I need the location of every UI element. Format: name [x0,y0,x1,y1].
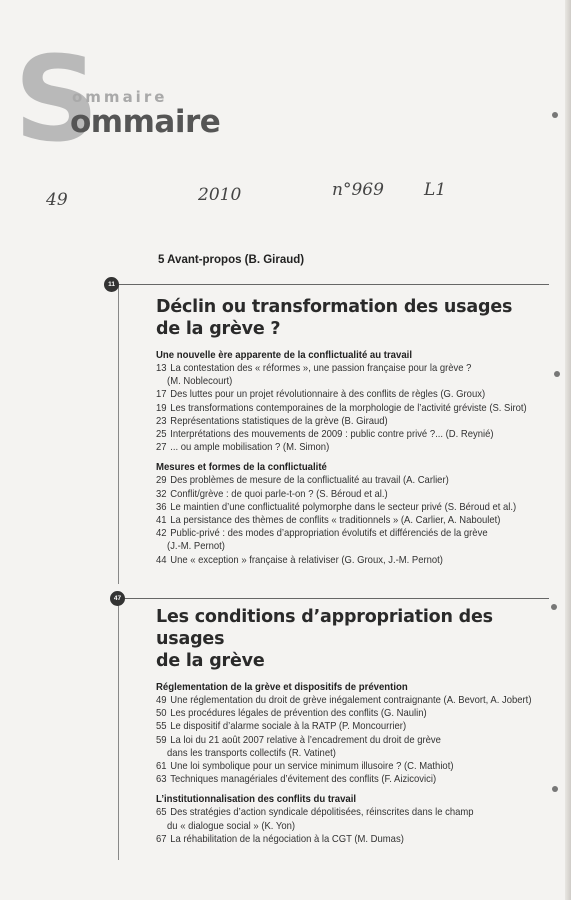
page-number: 49 [156,695,167,706]
group-title: Mesures et formes de la conflictualité [156,462,327,474]
section-page-marker: 47 [110,591,125,606]
entry-text: La loi du 21 août 2007 relative à l’encadrement du droit de grève [170,734,441,746]
punch-hole [552,112,558,118]
section-title [156,296,556,340]
group-title: L’institutionnalisation des conflits du travail [156,794,357,806]
toc-entry[interactable] [156,514,524,527]
toc-entry[interactable] [156,554,524,567]
toc-entry[interactable] [156,441,524,454]
entry-text: Des stratégies d’action syndicale dépolitisées, réinscrites dans le champ [170,807,474,819]
entry-continuation: du « dialogue social » (K. Yon) [167,820,296,832]
entry-text: La réhabilitation de la négociation à la CGT (M. Dumas) [170,833,404,845]
section-page-marker: 11 [104,277,119,292]
logo-big-letter: S [14,30,99,168]
entry-text: Le maintien d’une conflictualité polymorphe dans le secteur privé (S. Béroud et al.) [170,501,517,513]
section-2 [156,606,556,846]
entry-text: Une « exception » française à relativiser (G. Groux, J.-M. Pernot) [170,554,443,566]
page-edge [565,0,571,900]
page-number: 44 [156,554,167,566]
handwritten-note: L1 [424,180,447,200]
page-number: 65 [156,807,167,819]
page-number: 67 [156,833,167,845]
section-1 [156,296,556,567]
toc-entry[interactable] [156,402,527,415]
handwritten-note: n°969 [332,180,384,200]
page-number: 27 [156,442,167,454]
section-title-line: Déclin ou transformation des usages [156,297,513,317]
page-number: 13 [156,363,167,374]
page-title: ommaire [70,104,221,140]
entry-text: Le dispositif d’alarme sociale à la RATP (P. Moncourrier) [170,721,407,733]
toc-entry[interactable] [156,488,524,501]
entry-text: ... ou ample mobilisation ? (M. Simon) [170,442,330,454]
sommaire-logo [14,30,264,168]
toc-entry[interactable] [156,833,524,846]
toc-entry[interactable] [156,720,524,733]
entry-text: Public-privé : des modes d’appropriation évolutifs et différenciés de la grève [170,528,488,540]
page-number: 29 [156,475,167,487]
toc-entry[interactable] [156,707,524,720]
page-number: 55 [156,721,167,733]
entry-text: Représentations statistiques de la grève (B. Giraud) [170,415,388,427]
page-number: 25 [156,429,167,441]
page-number: 42 [156,528,167,540]
entry-continuation: (M. Noblecourt) [167,376,233,388]
entry-text: Des problèmes de mesure de la conflictualité au travail (A. Carlier) [170,475,449,487]
section-title-line: de la grève [156,651,265,671]
toc-entry[interactable] [156,501,524,514]
entry-text: Techniques managériales d’évitement des conflits (F. Aizicovici) [170,774,437,786]
section-divider [118,598,549,599]
page-number: 17 [156,389,167,401]
toc-entry[interactable] [156,734,524,760]
toc-entry[interactable] [156,362,524,388]
section-divider [118,284,549,285]
page-number: 32 [156,488,167,500]
toc-entry[interactable] [156,527,524,553]
toc-entry[interactable] [156,773,524,786]
toc-entry[interactable] [156,760,524,773]
page-number: 50 [156,708,167,720]
entry-continuation: dans les transports collectifs (R. Vatinet) [167,747,336,759]
entry-text: La persistance des thèmes de conflits « traditionnels » (A. Carlier, A. Naboulet) [170,515,501,527]
handwritten-note: 2010 [198,185,242,205]
section-title-line: de la grève ? [156,319,281,339]
entry-continuation: (J.-M. Pernot) [167,541,225,553]
section-title [156,606,556,672]
page-number: 19 [156,402,167,414]
page-number: 59 [156,734,167,746]
toc-entry[interactable] [156,388,524,401]
entry-text: Interprétations des mouvements de 2009 : public contre privé ?... (D. Reynié) [170,429,494,441]
toc-entry[interactable] [156,428,524,441]
entry-text: Les procédures légales de prévention des conflits (G. Naulin) [170,708,427,720]
toc-entry[interactable] [156,806,524,832]
entry-text: La contestation des « réformes », une passion française pour la grève ? [170,363,472,374]
avant-propos-entry: 5 Avant-propos (B. Giraud) [158,254,305,266]
section-title-line: Les conditions d’appropriation des usages [156,607,493,649]
entry-text: Conflit/grève : de quoi parle-t-on ? (S. Béroud et al.) [170,488,388,500]
page-number: 36 [156,501,167,513]
toc-entry[interactable] [156,694,532,707]
handwritten-note: 49 [46,190,68,210]
page-number: 41 [156,515,167,527]
toc-entry[interactable] [156,474,524,487]
section-rule [118,284,119,584]
page-number: 23 [156,415,167,427]
group-title: Une nouvelle ère apparente de la conflictualité au travail [156,350,412,361]
entry-text: Les transformations contemporaines de la morphologie de l’activité gréviste (S. Sirot) [170,402,527,414]
logo-small-title: ommaire [72,88,168,106]
page-number: 61 [156,761,167,773]
section-rule [118,598,119,860]
entry-text: Une réglementation du droit de grève inégalement contraignante (A. Bevort, A. Jobert) [170,695,532,706]
group-title: Réglementation de la grève et dispositifs de prévention [156,682,408,693]
page-number: 63 [156,774,167,786]
toc-entry[interactable] [156,415,524,428]
entry-text: Des luttes pour un projet révolutionnaire à des conflits de règles (G. Groux) [170,389,486,401]
entry-text: Une loi symbolique pour un service minimum illusoire ? (C. Mathiot) [170,761,454,773]
